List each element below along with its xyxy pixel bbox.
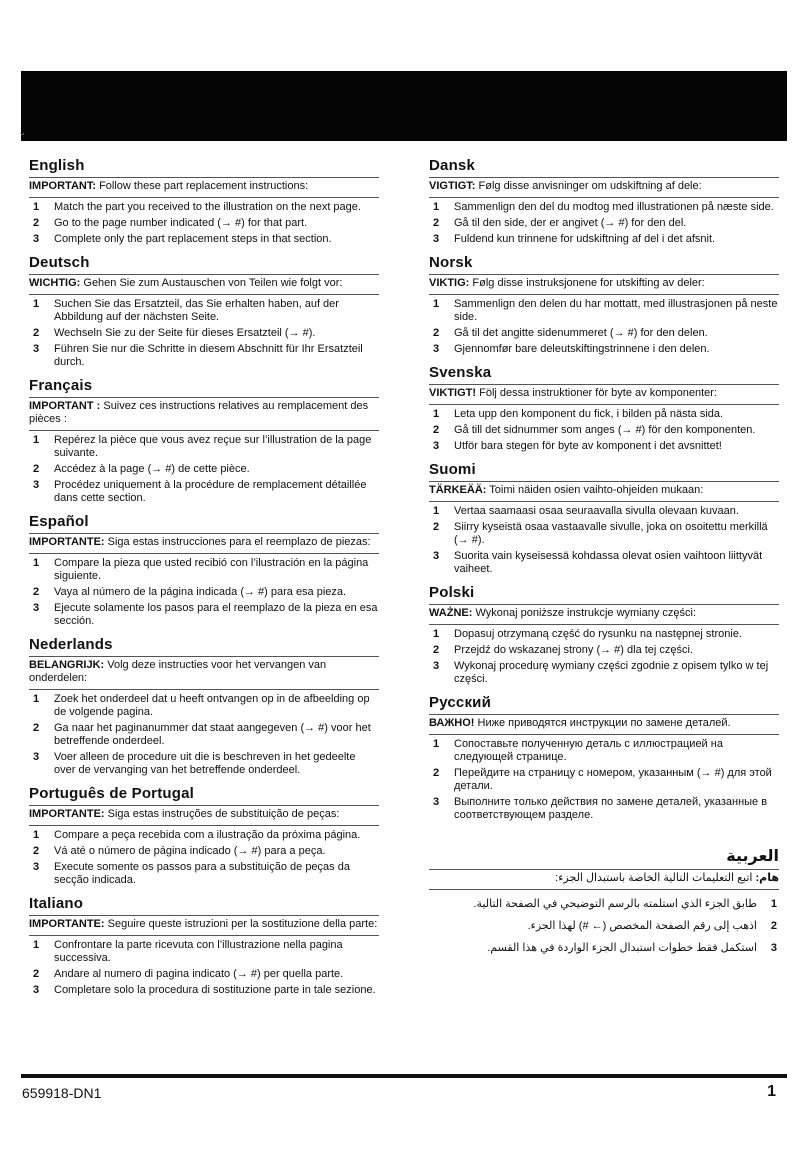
important-text: Ниже приводятся инструкции по замене деталей. <box>474 717 731 729</box>
language-section <box>429 846 779 955</box>
step-item <box>429 343 779 356</box>
step-list <box>429 738 779 822</box>
step-text: Voer alleen de procedure uit die is beschreven in het gedeelte over de vervanging van het betreffende onderdeel. <box>54 751 356 776</box>
step-list <box>429 505 779 576</box>
important-note <box>29 533 379 554</box>
important-note <box>429 274 779 295</box>
step-text: Andare al numero di pagina indicato (→ #) per quella parte. <box>54 968 344 980</box>
step-item <box>429 920 779 933</box>
footer-rule <box>21 1074 787 1078</box>
step-text: Wykonaj procedurę wymiany części zgodnie z opisem tylko w tej części. <box>454 660 769 685</box>
important-label: IMPORTANTE: <box>29 918 105 930</box>
step-number: 2 <box>33 968 40 980</box>
step-text: Sammenlign den del du modtog med illustrationen på næste side. <box>454 201 774 213</box>
language-heading: Dansk <box>429 157 476 174</box>
important-text: Følg disse anvisninger om udskiftning af dele: <box>475 180 702 192</box>
step-text: Przejdź do wskazanej strony (→ #) dla tej części. <box>454 644 694 656</box>
document-code: 659918-DN1 <box>22 1085 102 1101</box>
step-item <box>29 343 379 369</box>
step-number: 2 <box>33 722 40 734</box>
step-number: 3 <box>433 233 440 245</box>
step-text: Go to the page number indicated (→ #) for that part. <box>54 217 308 229</box>
important-note <box>29 656 379 690</box>
language-section <box>429 254 779 356</box>
language-heading: Norsk <box>429 254 473 271</box>
step-number: 1 <box>33 829 40 841</box>
language-heading: Português de Portugal <box>29 785 195 802</box>
step-text: Repérez la pièce que vous avez reçue sur l’illustration de la page suivante. <box>54 434 372 459</box>
language-section <box>29 157 379 246</box>
language-section <box>429 694 779 822</box>
important-label: VIGTIGT: <box>429 180 476 192</box>
important-label: IMPORTANTE: <box>29 536 105 548</box>
step-text: Сопоставьте полученную деталь с иллюстрацией на следующей странице. <box>454 738 723 763</box>
step-item <box>429 298 779 324</box>
step-text: Führen Sie nur die Schritte in diesem Abschnitt für Ihr Ersatzteil durch. <box>54 343 363 368</box>
step-item <box>29 479 379 505</box>
step-text: Complete only the part replacement steps in that section. <box>54 233 332 245</box>
step-item <box>29 217 379 230</box>
step-text: Dopasuj otrzymaną część do rysunku na następnej stronie. <box>454 628 742 640</box>
step-item <box>29 861 379 887</box>
step-list <box>29 298 379 369</box>
step-text: Suorita vain kyseisessä kohdassa olevat osien vaihtoon liittyvät vaiheet. <box>454 550 763 575</box>
important-label: IMPORTANT: <box>29 180 97 192</box>
step-number: 1 <box>433 298 440 310</box>
step-item <box>429 327 779 340</box>
important-text: Gehen Sie zum Austauschen von Teilen wie folgt vor: <box>80 277 343 289</box>
step-text: Confrontare la parte ricevuta con l’illustrazione nella pagina successiva. <box>54 939 343 964</box>
important-label: IMPORTANTE: <box>29 808 105 820</box>
important-note <box>429 384 779 405</box>
step-text: Completare solo la procedura di sostituzione parte in tale sezione. <box>54 984 376 996</box>
step-list <box>29 693 379 777</box>
step-item <box>29 201 379 214</box>
page-number: 1 <box>767 1083 776 1100</box>
step-item <box>29 602 379 628</box>
important-text: Suivez ces instructions relatives au remplacement des pièces : <box>29 400 369 425</box>
language-heading: Nederlands <box>29 636 113 653</box>
step-item <box>29 829 379 842</box>
step-number: 2 <box>433 644 440 656</box>
language-section <box>29 513 379 628</box>
step-list <box>429 628 779 686</box>
important-text: Follow these part replacement instructions: <box>96 180 309 192</box>
language-heading: Deutsch <box>29 254 90 271</box>
step-item <box>429 796 779 822</box>
important-label: TÄRKEÄÄ: <box>429 484 487 496</box>
step-text: Execute somente os passos para a substituição de peças da secção indicada. <box>54 861 350 886</box>
step-number: 3 <box>433 796 440 808</box>
important-text: اتبع التعليمات التالية الخاصة باستبدال الجزء: <box>555 872 756 884</box>
step-item <box>429 550 779 576</box>
step-text: Leta upp den komponent du fick, i bilden på nästa sida. <box>454 408 724 420</box>
important-note <box>429 177 779 198</box>
step-text: Sammenlign den delen du har mottatt, med illustrasjonen på neste side. <box>454 298 778 323</box>
important-text: Følg disse instruksjonene for utskifting av deler: <box>469 277 705 289</box>
important-label: BELANGRIJK: <box>29 659 105 671</box>
step-text: Vaya al número de la página indicada (→ #) para esa pieza. <box>54 586 347 598</box>
language-heading: العربية <box>726 848 779 865</box>
language-section <box>29 785 379 887</box>
step-text: Procédez uniquement à la procédure de remplacement détaillée dans cette section. <box>54 479 367 504</box>
step-text: Siirry kyseistä osaa vastaavalle sivulle, joka on osoitettu merkillä (→ #). <box>454 521 768 546</box>
step-item <box>29 557 379 583</box>
step-text: Match the part you received to the illustration on the next page. <box>54 201 361 213</box>
right-column <box>429 150 779 964</box>
step-text: اذهب إلى رقم الصفحة المخصص (← #) لهذا الجزء. <box>527 920 757 932</box>
step-text: Перейдите на страницу с номером, указанным (→ #) для этой детали. <box>454 767 772 792</box>
step-list <box>29 557 379 628</box>
language-heading: Svenska <box>429 364 492 381</box>
step-number: 3 <box>33 479 40 491</box>
step-item <box>429 738 779 764</box>
step-text: Utför bara stegen för byte av komponent i det avsnittet! <box>454 440 722 452</box>
important-label: WAŻNE: <box>429 607 473 619</box>
step-number: 3 <box>433 550 440 562</box>
step-number: 1 <box>433 408 440 420</box>
step-list <box>429 298 779 356</box>
step-number: 2 <box>770 920 777 932</box>
step-list <box>429 201 779 246</box>
step-item <box>29 327 379 340</box>
step-number: 3 <box>433 660 440 672</box>
step-item <box>429 408 779 421</box>
step-number: 2 <box>33 845 40 857</box>
important-note <box>29 805 379 826</box>
step-text: Gjennomfør bare deleutskiftingstrinnene i den delen. <box>454 343 710 355</box>
language-heading: Polski <box>429 584 475 601</box>
step-number: 2 <box>433 767 440 779</box>
step-text: Fuldend kun trinnene for udskiftning af del i det afsnit. <box>454 233 716 245</box>
step-list <box>429 408 779 453</box>
step-list <box>429 898 779 955</box>
language-heading: Français <box>29 377 93 394</box>
step-item <box>29 984 379 997</box>
important-text: Wykonaj poniższe instrukcje wymiany części: <box>472 607 697 619</box>
step-item <box>429 644 779 657</box>
step-text: Gå til det angitte sidenummeret (→ #) for den delen. <box>454 327 708 339</box>
step-item <box>429 521 779 547</box>
language-heading: Русский <box>429 694 492 711</box>
step-text: Compare la pieza que usted recibió con l’ilustración en la página siguiente. <box>54 557 369 582</box>
step-item <box>429 898 779 911</box>
important-text: Följ dessa instruktioner för byte av komponenter: <box>476 387 717 399</box>
important-note <box>429 604 779 625</box>
important-text: Siga estas instrucciones para el reemplazo de piezas: <box>104 536 371 548</box>
step-text: Выполните только действия по замене деталей, указанные в соответствующем разделе. <box>454 796 768 821</box>
step-text: Accédez à la page (→ #) de cette pièce. <box>54 463 250 475</box>
step-number: 3 <box>433 343 440 355</box>
step-list <box>29 201 379 246</box>
step-text: Wechseln Sie zu der Seite für dieses Ersatzteil (→ #). <box>54 327 316 339</box>
step-text: Ejecute solamente los pasos para el reemplazo de la pieza en esa sección. <box>54 602 378 627</box>
important-note <box>429 869 779 890</box>
language-section <box>29 377 379 505</box>
important-note <box>29 274 379 295</box>
important-note <box>29 915 379 936</box>
important-note <box>29 397 379 431</box>
step-item <box>429 505 779 518</box>
step-text: Zoek het onderdeel dat u heeft ontvangen op in de afbeelding op de volgende pagina. <box>54 693 370 718</box>
step-item <box>29 434 379 460</box>
language-heading: Suomi <box>429 461 476 478</box>
step-item <box>29 233 379 246</box>
step-item <box>29 939 379 965</box>
language-section <box>29 254 379 369</box>
step-item <box>29 845 379 858</box>
step-item <box>29 751 379 777</box>
step-number: 3 <box>33 984 40 996</box>
step-number: 1 <box>33 939 40 951</box>
step-number: 2 <box>433 327 440 339</box>
language-section <box>29 636 379 777</box>
step-item <box>429 233 779 246</box>
step-number: 2 <box>33 327 40 339</box>
step-item <box>429 217 779 230</box>
step-text: Vá até o número de página indicado (→ #) para a peça. <box>54 845 326 857</box>
step-text: Vertaa saamaasi osaa seuraavalla sivulla olevaan kuvaan. <box>454 505 739 517</box>
step-number: 3 <box>33 602 40 614</box>
step-number: 2 <box>433 424 440 436</box>
step-number: 3 <box>33 233 40 245</box>
important-label: IMPORTANT : <box>29 400 101 412</box>
step-number: 1 <box>33 693 40 705</box>
step-number: 2 <box>433 217 440 229</box>
important-text: Seguire queste istruzioni per la sostituzione della parte: <box>104 918 378 930</box>
step-item <box>29 298 379 324</box>
language-heading: Italiano <box>29 895 84 912</box>
step-text: Gå til den side, der er angivet (→ #) for den del. <box>454 217 687 229</box>
step-item <box>429 660 779 686</box>
step-text: Gå till det sidnummer som anges (→ #) för den komponenten. <box>454 424 756 436</box>
step-number: 1 <box>33 557 40 569</box>
step-text: Suchen Sie das Ersatzteil, das Sie erhalten haben, auf der Abbildung auf der nächsten Seite. <box>54 298 339 323</box>
step-item <box>429 424 779 437</box>
step-number: 1 <box>433 628 440 640</box>
important-label: ВАЖНО! <box>429 717 475 729</box>
step-item <box>29 463 379 476</box>
step-item <box>29 586 379 599</box>
language-section <box>429 364 779 453</box>
step-item <box>29 968 379 981</box>
important-text: Volg deze instructies voor het vervangen van onderdelen: <box>29 659 327 684</box>
important-text: Toimi näiden osien vaihto-ohjeiden mukaan: <box>486 484 704 496</box>
step-number: 1 <box>433 505 440 517</box>
important-note <box>29 177 379 198</box>
step-list <box>29 829 379 887</box>
step-number: 2 <box>33 586 40 598</box>
step-number: 3 <box>770 942 777 954</box>
language-section <box>429 584 779 686</box>
step-item <box>29 693 379 719</box>
step-text: طابق الجزء الذي استلمته بالرسم التوضيحي في الصفحة التالية. <box>473 898 757 910</box>
important-label: WICHTIG: <box>29 277 81 289</box>
step-number: 3 <box>433 440 440 452</box>
step-item <box>429 201 779 214</box>
step-text: استكمل فقط خطوات استبدال الجزء الواردة في هذا القسم. <box>487 942 757 954</box>
language-heading: English <box>29 157 85 174</box>
important-label: VIKTIGT! <box>429 387 477 399</box>
step-list <box>29 939 379 997</box>
header-mark: ᴗ <box>20 128 25 137</box>
step-number: 1 <box>433 201 440 213</box>
step-item <box>29 722 379 748</box>
step-number: 1 <box>33 298 40 310</box>
step-text: Compare a peça recebida com a ilustração da próxima página. <box>54 829 361 841</box>
step-number: 2 <box>33 463 40 475</box>
important-text: Siga estas instruções de substituição de peças: <box>104 808 340 820</box>
language-section <box>29 895 379 997</box>
step-item <box>429 942 779 955</box>
step-number: 1 <box>33 434 40 446</box>
step-number: 1 <box>770 898 777 910</box>
step-item <box>429 767 779 793</box>
left-column <box>29 150 379 999</box>
step-text: Ga naar het paginanummer dat staat aangegeven (→ #) voor het betreffende onderdeel. <box>54 722 371 747</box>
language-section <box>429 461 779 576</box>
important-note <box>429 714 779 735</box>
important-label: هام: <box>755 872 779 884</box>
header-bar <box>21 71 787 141</box>
important-note <box>429 481 779 502</box>
step-list <box>29 434 379 505</box>
step-number: 1 <box>433 738 440 750</box>
step-number: 3 <box>33 861 40 873</box>
language-section <box>429 157 779 246</box>
step-number: 2 <box>33 217 40 229</box>
step-number: 3 <box>33 343 40 355</box>
step-number: 2 <box>433 521 440 533</box>
important-label: VIKTIG: <box>429 277 470 289</box>
language-heading: Español <box>29 513 89 530</box>
step-item <box>429 440 779 453</box>
step-item <box>429 628 779 641</box>
step-number: 3 <box>33 751 40 763</box>
step-number: 1 <box>33 201 40 213</box>
